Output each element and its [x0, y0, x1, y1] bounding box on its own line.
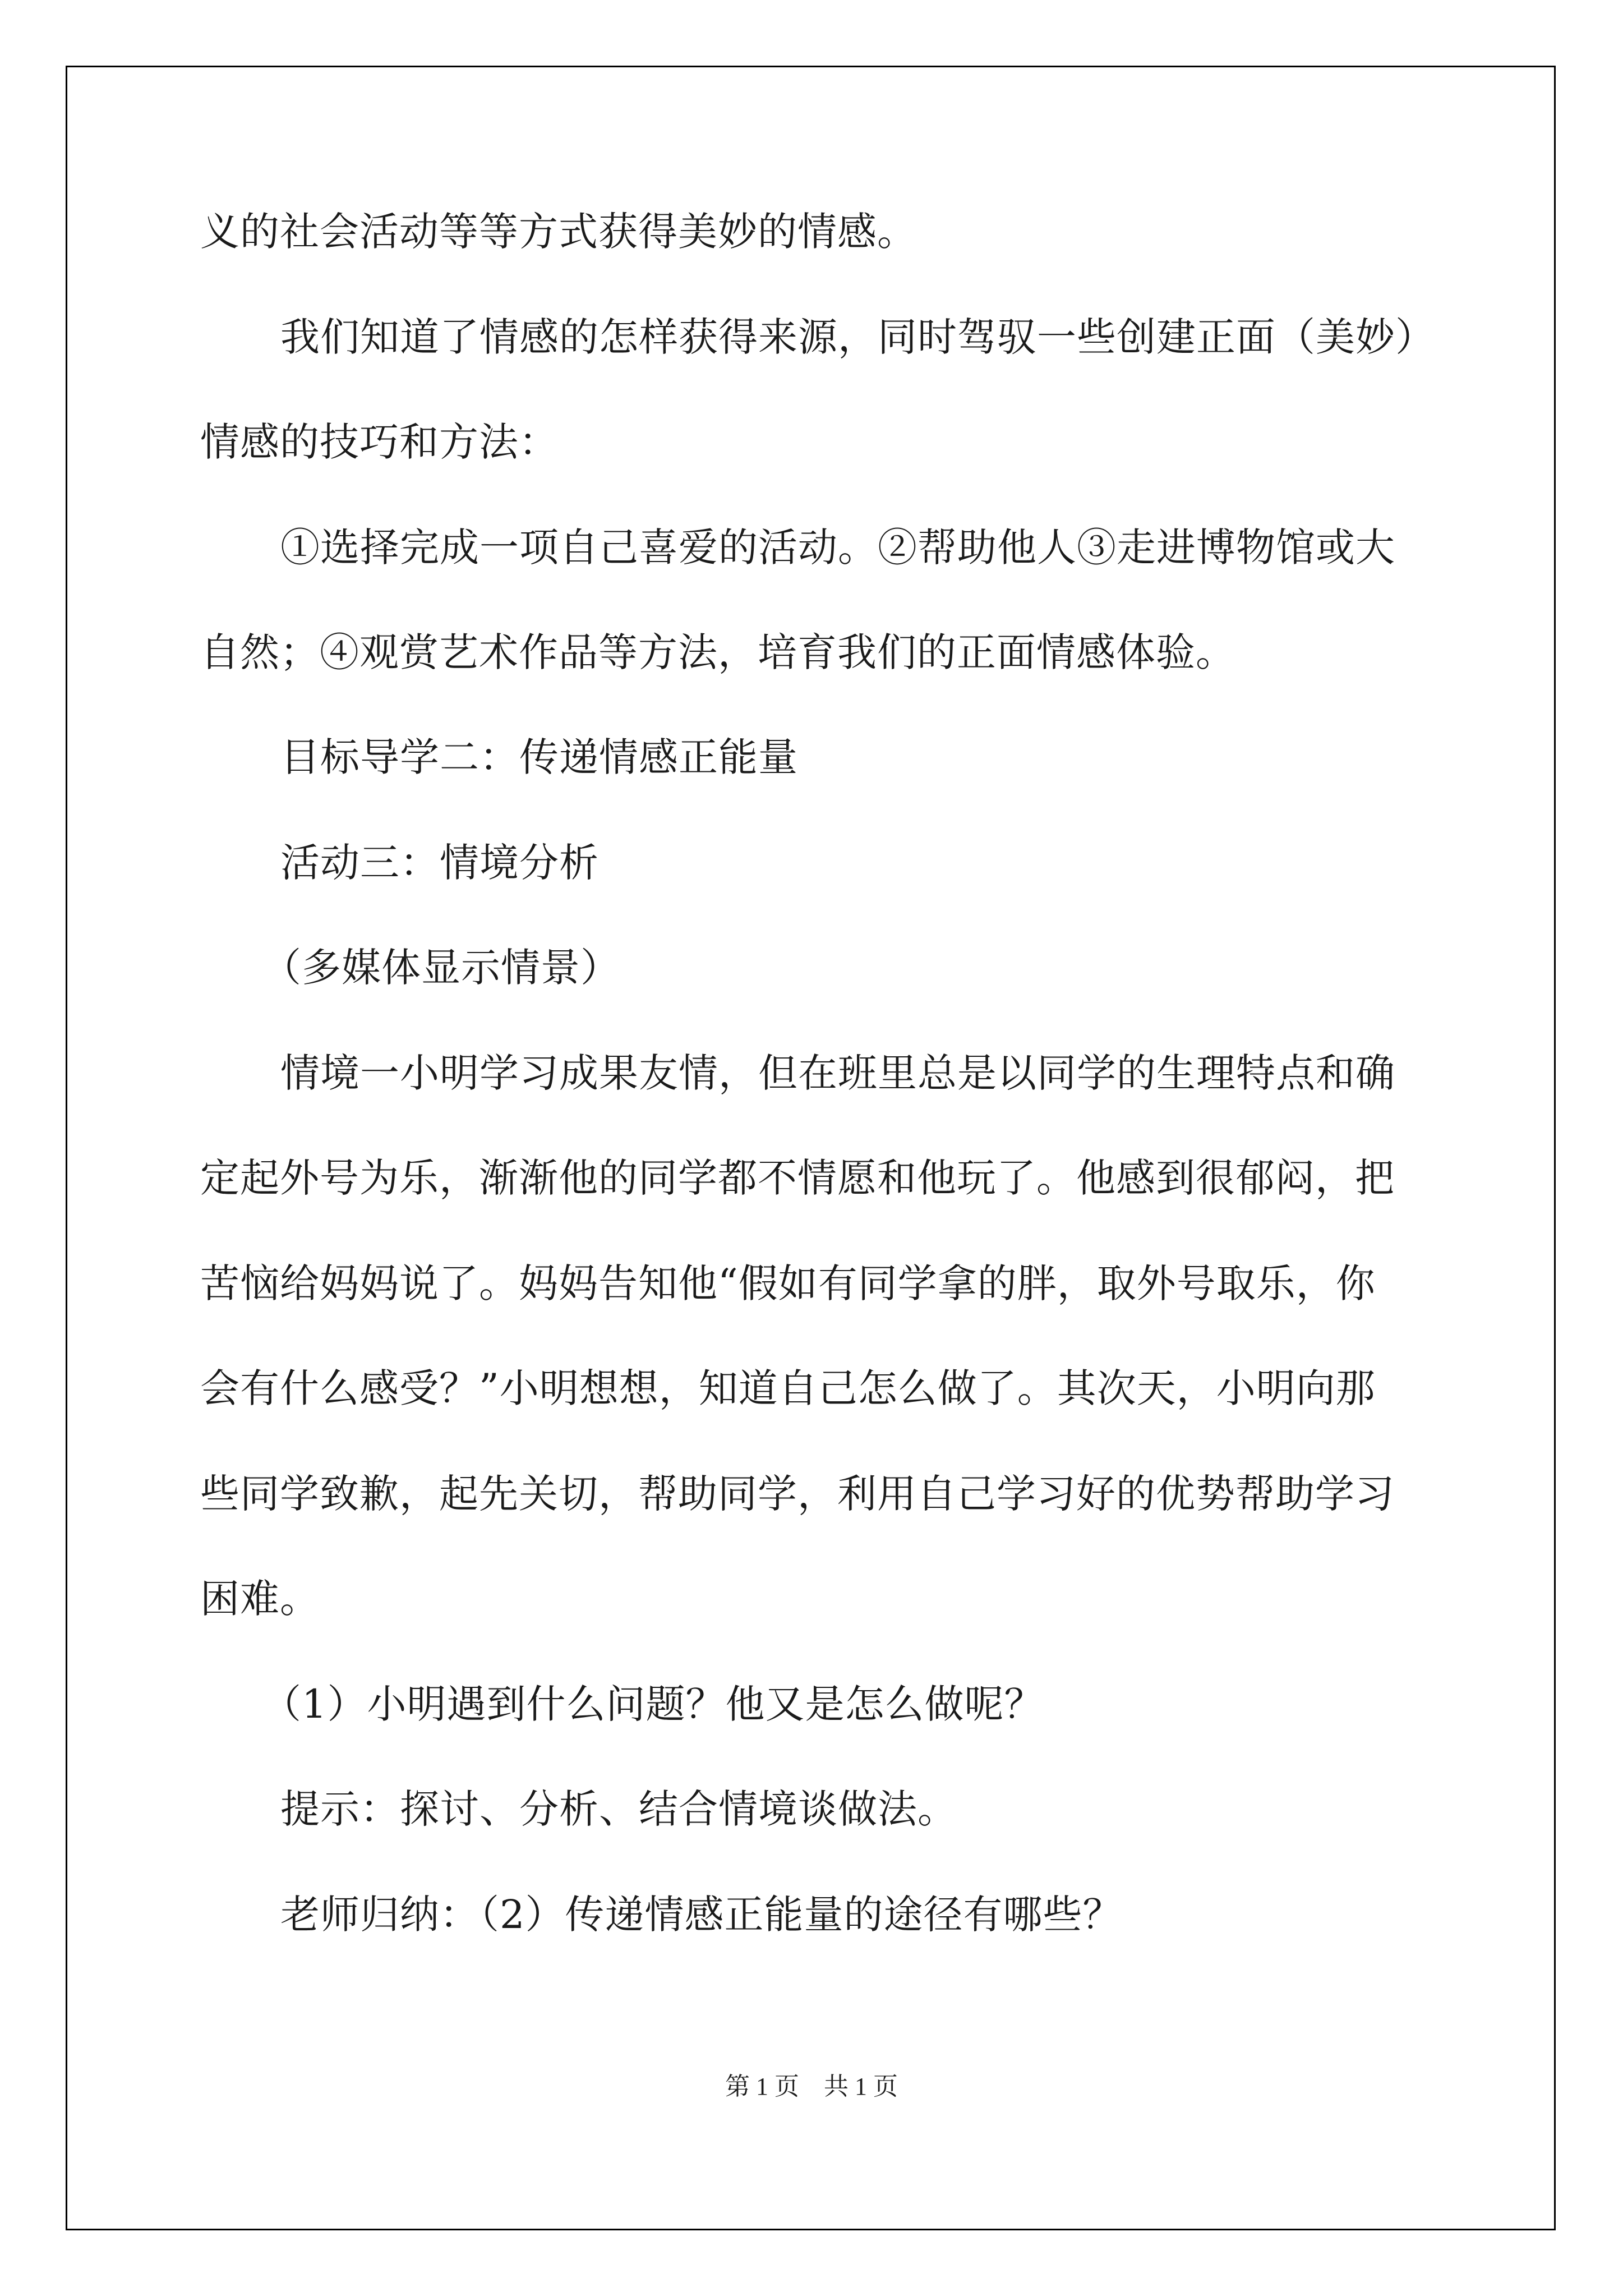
summary-line: 老师归纳：（2）传递情感正能量的途径有哪些？ — [280, 1892, 1123, 1938]
paragraph-line: ①选择完成一项自己喜爱的活动。②帮助他人③走进博物馆或大 — [280, 524, 1395, 570]
paragraph-line: 些同学致歉，起先关切，帮助同学，利用自己学习好的优势帮助学习 — [200, 1471, 1395, 1517]
page-number-footer: 第 1 页 共 1 页 — [725, 2073, 898, 2100]
paragraph-line: 义的社会活动等等方式获得美妙的情感。 — [200, 209, 917, 255]
section-heading: 目标导学二：传递情感正能量 — [280, 734, 798, 780]
paragraph-line: 定起外号为乐，渐渐他的同学都不情愿和他玩了。他感到很郁闷，把 — [200, 1155, 1395, 1201]
question-line: （1）小明遇到什么问题？他又是怎么做呢？ — [262, 1681, 1044, 1727]
paragraph-line: 我们知道了情感的怎样获得来源，同时驾驭一些创建正面（美妙） — [280, 314, 1435, 360]
paragraph-line: 苦恼给妈妈说了。妈妈告知他“假如有同学拿的胖，取外号取乐，你 — [200, 1260, 1376, 1306]
paragraph-line: 会有什么感受？”小明想想，知道自己怎么做了。其次天，小明向那 — [200, 1365, 1376, 1411]
paragraph-line: 自然；④观赏艺术作品等方法，培育我们的正面情感体验。 — [200, 629, 1235, 675]
activity-heading: 活动三：情境分析 — [280, 840, 599, 886]
paragraph-line: 情感的技巧和方法： — [200, 419, 559, 465]
paragraph-line: （多媒体显示情景） — [262, 945, 620, 991]
hint-line: 提示：探讨、分析、结合情境谈做法。 — [280, 1786, 957, 1832]
paragraph-line: 情境一小明学习成果友情，但在班里总是以同学的生理特点和确 — [280, 1050, 1395, 1096]
paragraph-line: 困难。 — [200, 1576, 320, 1622]
